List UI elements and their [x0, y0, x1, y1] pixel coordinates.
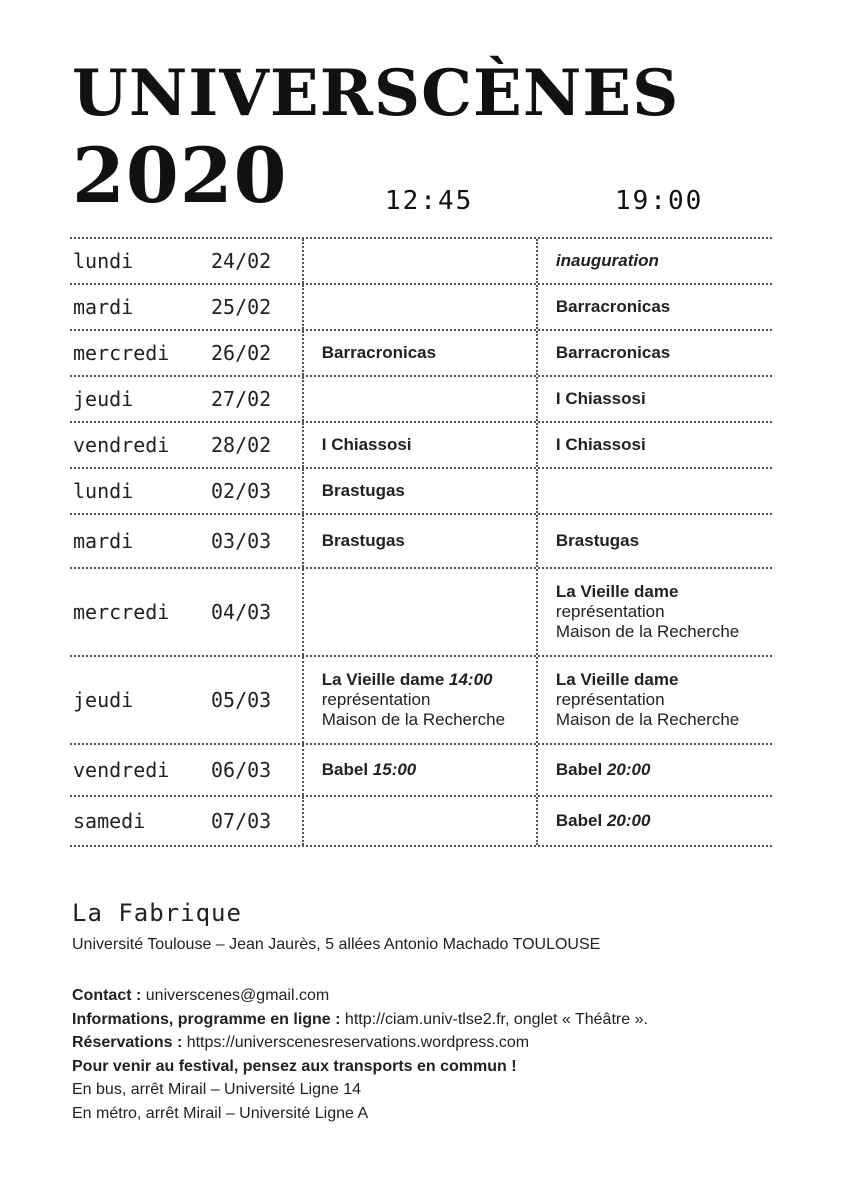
day-date: 05/03	[211, 688, 272, 712]
day-name: mercredi	[73, 341, 170, 365]
show-time: 14:00	[449, 670, 493, 689]
show-title: I Chiassosi	[555, 389, 646, 408]
show-cell-evening	[538, 745, 772, 795]
show-cell-midday	[304, 377, 538, 421]
day-cell	[70, 423, 304, 467]
day-cell	[70, 377, 304, 421]
schedule-row	[70, 469, 772, 515]
festival-year: 2020	[72, 131, 288, 220]
contact-email[interactable]: universcenes@gmail.com	[141, 987, 330, 1004]
contact-line	[72, 984, 648, 1008]
show-time: 20:00	[606, 811, 651, 830]
schedule-table	[70, 237, 772, 847]
transport-note: Pour venir au festival, pensez aux transports en commun !	[72, 1057, 517, 1075]
show-cell-midday	[304, 797, 538, 845]
reservations-line	[72, 1031, 648, 1055]
day-cell	[70, 797, 304, 845]
show-cell-midday	[304, 469, 538, 513]
schedule-row	[70, 331, 772, 377]
schedule-row	[70, 657, 772, 745]
info-url[interactable]: http://ciam.univ-tlse2.fr, onglet « Théâtre ».	[340, 1010, 648, 1028]
day-date: 02/03	[211, 479, 272, 503]
show-label: inauguration	[555, 251, 659, 270]
show-title: Babel	[555, 760, 603, 779]
day-name: samedi	[73, 809, 146, 833]
show-title: I Chiassosi	[555, 435, 646, 454]
show-title: Barracronicas	[555, 297, 671, 316]
day-name: mardi	[73, 529, 134, 553]
show-cell-evening	[538, 797, 772, 845]
day-date: 07/03	[211, 809, 272, 833]
day-cell	[70, 469, 304, 513]
time-header-midday: 12:45	[385, 186, 474, 216]
day-name: mercredi	[73, 600, 170, 624]
show-cell-midday	[304, 423, 538, 467]
day-name: lundi	[73, 479, 134, 503]
contact-label: Contact :	[72, 987, 142, 1004]
schedule-row	[70, 285, 772, 331]
schedule-row	[70, 377, 772, 423]
venue-name: La Fabrique	[72, 899, 242, 927]
show-location: Maison de la Recherche	[555, 622, 740, 641]
show-cell-midday	[304, 239, 538, 283]
show-cell-evening	[538, 423, 772, 467]
day-date: 04/03	[211, 600, 272, 624]
schedule-row	[70, 797, 772, 847]
show-cell-evening	[538, 239, 772, 283]
show-location: Maison de la Recherche	[321, 710, 506, 729]
show-title: Barracronicas	[321, 343, 437, 362]
show-cell-midday	[304, 515, 538, 567]
show-cell-evening	[538, 469, 772, 513]
venue-address: Université Toulouse – Jean Jaurès, 5 allées Antonio Machado TOULOUSE	[72, 936, 601, 953]
show-cell-evening	[538, 569, 772, 655]
day-date: 25/02	[211, 295, 272, 319]
show-type: représentation	[321, 690, 431, 709]
day-date: 28/02	[211, 433, 272, 457]
show-cell-midday	[304, 745, 538, 795]
show-title: Brastugas	[321, 531, 405, 550]
day-name: vendredi	[73, 758, 170, 782]
info-block	[72, 984, 648, 1125]
show-cell-evening	[538, 377, 772, 421]
show-cell-midday	[304, 657, 538, 743]
day-cell	[70, 285, 304, 329]
bus-info: En bus, arrêt Mirail – Université Ligne 14	[72, 1081, 362, 1098]
day-date: 24/02	[211, 249, 272, 273]
show-cell-evening	[538, 515, 772, 567]
day-date: 03/03	[211, 529, 272, 553]
show-location: Maison de la Recherche	[555, 710, 740, 729]
show-title: I Chiassosi	[321, 435, 412, 454]
show-cell-evening	[538, 331, 772, 375]
day-cell	[70, 657, 304, 743]
day-name: jeudi	[73, 387, 134, 411]
day-cell	[70, 239, 304, 283]
day-date: 06/03	[211, 758, 272, 782]
show-type: représentation	[555, 690, 665, 709]
day-name: vendredi	[73, 433, 170, 457]
show-cell-midday	[304, 569, 538, 655]
show-cell-evening	[538, 657, 772, 743]
show-title: La Vieille dame	[555, 582, 679, 601]
day-name: jeudi	[73, 688, 134, 712]
reservations-url[interactable]: https://universcenesreservations.wordpress.com	[182, 1034, 530, 1051]
day-date: 27/02	[211, 387, 272, 411]
show-title: Brastugas	[321, 481, 405, 500]
schedule-row	[70, 569, 772, 657]
reservations-label: Réservations :	[72, 1034, 183, 1051]
day-date: 26/02	[211, 341, 272, 365]
show-cell-midday	[304, 285, 538, 329]
show-title: La Vieille dame	[321, 670, 445, 689]
time-header-evening: 19:00	[615, 186, 704, 216]
show-type: représentation	[555, 602, 665, 621]
schedule-row	[70, 423, 772, 469]
day-name: lundi	[73, 249, 134, 273]
day-cell	[70, 331, 304, 375]
day-cell	[70, 515, 304, 567]
show-title: Brastugas	[555, 531, 640, 550]
day-cell	[70, 569, 304, 655]
show-cell-evening	[538, 285, 772, 329]
show-time: 15:00	[372, 760, 417, 779]
metro-info: En métro, arrêt Mirail – Université Ligne A	[72, 1104, 369, 1122]
show-title: Barracronicas	[555, 343, 671, 362]
schedule-row	[70, 745, 772, 797]
show-title: Babel	[321, 760, 369, 779]
schedule-row	[70, 239, 772, 285]
show-title: Babel	[555, 811, 603, 830]
show-cell-midday	[304, 331, 538, 375]
info-line	[72, 1008, 648, 1032]
day-cell	[70, 745, 304, 795]
schedule-row	[70, 515, 772, 569]
info-label: Informations, programme en ligne :	[72, 1010, 341, 1028]
show-time: 20:00	[606, 760, 651, 779]
day-name: mardi	[73, 295, 134, 319]
show-title: La Vieille dame	[555, 670, 679, 689]
festival-title: UNIVERSCÈNES	[72, 56, 680, 131]
